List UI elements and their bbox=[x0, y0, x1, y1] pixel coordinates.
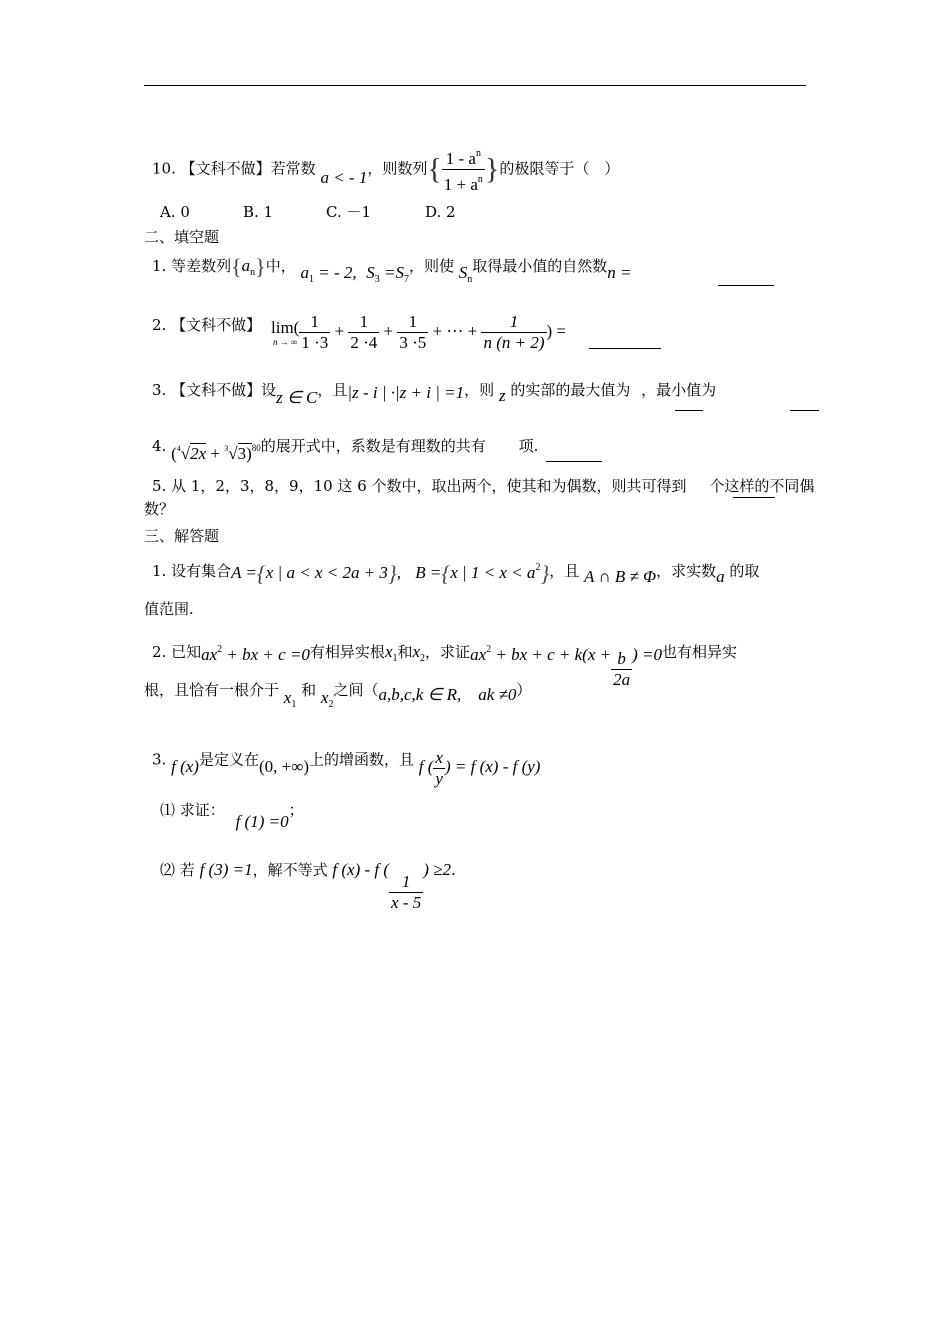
s3-q1-setB-exp: 2 bbox=[535, 562, 541, 573]
s2-q1-text-b: 中， bbox=[265, 257, 296, 275]
s3-q2-eq2-exp: 2 bbox=[486, 644, 492, 655]
s3-q2-x1-sub: 1 bbox=[392, 653, 398, 664]
s2-q3-max-blank[interactable] bbox=[675, 392, 703, 411]
s3-q1-setA-body: x | a < x < 2a + 3 bbox=[265, 563, 388, 582]
s3-q2-text-f: 之间（ bbox=[333, 681, 379, 699]
s3-q3-interval: (0, +∞) bbox=[258, 757, 309, 777]
q10-choice-b: B. 1 bbox=[243, 203, 274, 221]
header-rule bbox=[144, 85, 806, 86]
section2-title: 二、填空题 bbox=[144, 228, 220, 246]
s3-q2-eq2 bbox=[470, 644, 662, 689]
s2-q2-frac1 bbox=[299, 312, 330, 353]
q10-rbrace: } bbox=[484, 152, 500, 186]
q10-number: 10. bbox=[152, 159, 176, 178]
s2-q4-root4-index: 4 bbox=[176, 444, 181, 453]
s2-q1-s7: S bbox=[395, 263, 404, 282]
s3-q3-p2-frac-num: 1 bbox=[401, 872, 411, 891]
s2-q2-answer-blank[interactable] bbox=[589, 330, 661, 349]
q10-text-b: ，则数列 bbox=[367, 159, 428, 178]
s3-q2-cond: a,b,c,k ∈ R, ak ≠0 bbox=[378, 685, 517, 704]
s3-q1-setB bbox=[415, 561, 550, 587]
s3-q3-frac-den: y bbox=[435, 769, 443, 788]
q10-tag: 【文科不做】 bbox=[180, 159, 271, 178]
s3-q2-eq2-tail: ) =0 bbox=[632, 645, 662, 664]
s3-q2-x2b bbox=[320, 688, 334, 710]
s3-q1-a: a bbox=[716, 567, 725, 586]
s2-q2-tail: ) = bbox=[546, 321, 567, 341]
s3-q3-p2-frac-den: x - 5 bbox=[391, 893, 422, 912]
q10-text-a: 若常数 bbox=[270, 159, 316, 178]
s2-q4-line bbox=[152, 430, 539, 463]
s2-q1-seq-letter: a bbox=[241, 256, 251, 275]
s2-q1-a1-sub: 1 bbox=[309, 274, 315, 285]
s3-q2-frac bbox=[611, 649, 632, 690]
s3-q2-x2b-sub: 2 bbox=[328, 699, 334, 710]
s2-q5-text-b: 个这样的不同偶 bbox=[709, 477, 815, 495]
s3-q2-x1-letter: x bbox=[384, 642, 393, 661]
s3-q2-text-b: 有相异实根 bbox=[309, 643, 385, 661]
s2-q1-s7-sub: 7 bbox=[403, 274, 409, 285]
s3-q2-text-e: 根，且恰有一根介于 bbox=[144, 681, 280, 699]
s3-q1-setB-body: x | 1 < x < a bbox=[450, 563, 536, 582]
q10-text-c: 的极限等于（ ） bbox=[499, 159, 620, 178]
s2-q1-sn-sub: n bbox=[467, 274, 473, 285]
s2-q2-f1-num: 1 bbox=[310, 312, 320, 331]
s2-q3-min-blank[interactable] bbox=[790, 392, 819, 411]
s2-q3-tag: 【文科不做】 bbox=[171, 381, 262, 399]
s3-q1-setA-lhs: A = bbox=[231, 563, 257, 582]
s2-q1-a1-val: = - 2, bbox=[318, 263, 357, 282]
s2-q5-text-a: 从 1，2，3，8，9，10 这 6 个数中，取出两个，使其和为偶数，则共可得到 bbox=[171, 477, 687, 495]
s2-q1-text-d: 取得最小值的自然数 bbox=[472, 257, 608, 275]
s2-q5-number: 5. bbox=[152, 477, 167, 495]
s2-q4-root3-body: 3) bbox=[237, 444, 252, 463]
s2-q4-text-b: 项. bbox=[518, 437, 539, 455]
s3-q2-frac-den: 2a bbox=[613, 670, 631, 689]
s2-q5-cont: 数？ bbox=[144, 500, 175, 518]
s2-q1-sn bbox=[458, 263, 473, 285]
s2-q1-text-c: ，则使 bbox=[408, 257, 454, 275]
s3-q1-cond: A ∩ B ≠ Φ bbox=[584, 567, 657, 586]
s3-q1-text-a: 设有集合 bbox=[171, 562, 232, 580]
s3-q2-eq2-lead: ax bbox=[470, 645, 487, 664]
s2-q3-text-c: ，则 bbox=[464, 381, 495, 399]
s3-q2-number: 2. bbox=[152, 643, 167, 661]
s2-q2-f3-den: 3 ·5 bbox=[399, 333, 427, 352]
s2-q1-rbrace: } bbox=[255, 254, 266, 279]
s2-q2-f2-num: 1 bbox=[359, 312, 369, 331]
q10-num: 1 - a bbox=[445, 149, 476, 168]
s2-q3-zc: z ∈ C bbox=[276, 388, 318, 407]
section3-title: 三、解答题 bbox=[144, 527, 220, 545]
s3-q2-x2b-letter: x bbox=[320, 688, 329, 707]
s3-q2-frac-num: b bbox=[617, 649, 626, 668]
s2-q1-seq-sub: n bbox=[250, 267, 256, 278]
s2-q3-z: z bbox=[498, 386, 506, 405]
s2-q2-f4-den: n (n + 2) bbox=[483, 333, 545, 352]
s3-q3-number: 3. bbox=[152, 750, 167, 769]
s3-q1-setB-lbrace: { bbox=[441, 561, 451, 587]
s2-q1-answer-blank[interactable] bbox=[718, 267, 774, 286]
s3-q1-setA-rbrace: } bbox=[387, 561, 397, 587]
q10-den-exp: n bbox=[477, 174, 483, 185]
s2-q1-s3: S bbox=[366, 263, 375, 282]
s2-q2-frac4 bbox=[481, 312, 546, 353]
s2-q4-number: 4. bbox=[152, 437, 167, 455]
s2-q2-tag: 【文科不做】 bbox=[171, 316, 262, 334]
s2-q4-plus: + bbox=[210, 444, 220, 463]
q10-num-exp: n bbox=[475, 148, 481, 159]
s3-q2-close: ） bbox=[516, 681, 532, 699]
s2-q3-line bbox=[152, 380, 717, 407]
s2-q2-lim bbox=[271, 318, 299, 347]
s3-q1-setA bbox=[231, 561, 401, 587]
s2-q1-number: 1. bbox=[152, 257, 167, 275]
s2-q2-lim-sub: n → ∞ bbox=[272, 337, 298, 347]
s3-q3-eq bbox=[418, 748, 541, 788]
s3-q2-text-c: ，求证 bbox=[425, 643, 471, 661]
s3-q2-eq2-mid: + bx + c + k(x + bbox=[495, 645, 612, 664]
s3-q2-x1b bbox=[283, 688, 297, 710]
s3-q3-p2-cond: f (3) =1 bbox=[199, 860, 253, 879]
s2-q2-frac2 bbox=[348, 312, 379, 353]
q10-den: 1 + a bbox=[443, 175, 478, 194]
s3-q2-eq1-lead: ax bbox=[201, 645, 218, 664]
s2-q2-expr: lim( n → ∞ $\frac{1}{1 \cdot 3}$ + $\frac{1}{2 \cdot 4}$ + $\frac{1}{3 \cdot 5}$ + ··· + $\frac{1}{n (n + 2)}$ ) = bbox=[271, 312, 567, 352]
s3-q2-eq1-rest: + bx + c =0 bbox=[226, 645, 310, 664]
s3-q1-line bbox=[152, 556, 760, 587]
s3-q3-fx: f (x) bbox=[171, 757, 199, 777]
s3-q3-p2-text: ，解不等式 bbox=[252, 861, 328, 879]
s3-q2-x2-letter: x bbox=[412, 642, 421, 661]
s2-q2-number: 2. bbox=[152, 316, 167, 334]
q10-choice-d: D. 2 bbox=[425, 203, 456, 221]
s2-q1-a1-letter: a bbox=[300, 263, 310, 282]
s2-q1-text-a: 等差数列 bbox=[171, 257, 232, 275]
s3-q3-p2-frac bbox=[389, 872, 423, 913]
s3-q3-p2-expr-a: f (x) - f ( bbox=[332, 860, 390, 879]
s2-q1-lbrace: { bbox=[231, 254, 242, 279]
s3-q1-number: 1. bbox=[152, 562, 167, 580]
s2-q4-open: ( bbox=[171, 444, 177, 463]
s2-q3-text-a: 设 bbox=[261, 381, 277, 399]
s2-q4-expr: $(^4√2x + ^3√3)^{80}$ bbox=[171, 443, 261, 463]
s2-q1-seq bbox=[241, 256, 256, 278]
s2-q1-s3s7 bbox=[366, 263, 409, 285]
s3-q2-x1b-letter: x bbox=[283, 688, 292, 707]
s3-q1-setB-lhs: B = bbox=[415, 563, 442, 582]
s2-q5-answer-blank[interactable] bbox=[733, 479, 775, 498]
s2-q2-lim-word: lim( bbox=[271, 318, 300, 337]
s3-q2-text-a: 已知 bbox=[171, 643, 202, 661]
s3-q3-p2-expr bbox=[332, 860, 451, 912]
s2-q2-dots: + ··· + bbox=[432, 321, 478, 341]
s3-q1-text-d: 的取 bbox=[729, 562, 760, 580]
s2-q1-s3-sub: 3 bbox=[374, 274, 380, 285]
s3-q3-p1-end: ； bbox=[288, 801, 304, 819]
s2-q2-f1-den: 1 ·3 bbox=[301, 333, 329, 352]
s2-q2-f2-den: 2 ·4 bbox=[350, 333, 378, 352]
q10-cond: a < - 1 bbox=[320, 167, 368, 187]
s2-q2-f4-num: 1 bbox=[509, 312, 519, 331]
s3-q2-eq1 bbox=[201, 645, 310, 664]
s2-q1-a1 bbox=[300, 263, 357, 285]
s3-q3-line bbox=[152, 740, 541, 788]
s2-q3-text-b: ，且 bbox=[317, 381, 348, 399]
s2-q4-root4-body: 2x bbox=[190, 444, 207, 463]
s3-q3-p1-expr: f (1) =0 bbox=[235, 812, 289, 831]
q10-line bbox=[152, 144, 619, 195]
s3-q1-text-b: ，且 bbox=[549, 562, 580, 580]
s2-q3-text-e: ，最小值为 bbox=[641, 381, 717, 399]
s3-q1-cont: 值范围. bbox=[144, 600, 194, 618]
s2-q2-f3-num: 1 bbox=[408, 312, 418, 331]
s3-q3-frac-num: x bbox=[435, 748, 443, 767]
s3-q1-comma: , bbox=[396, 563, 401, 582]
s3-q3-p2-expr-b: ) ≥2 bbox=[423, 860, 451, 879]
q10-choice-a: A. 0 bbox=[160, 203, 190, 221]
s2-q4-root3-index: 3 bbox=[224, 444, 229, 453]
s3-q2-and-b: 和 bbox=[301, 681, 317, 699]
s3-q1-setA-lbrace: { bbox=[256, 561, 266, 587]
s2-q3-text-d: 的实部的最大值为 bbox=[510, 381, 631, 399]
s3-q3-eq-lhs: f ( bbox=[418, 757, 434, 777]
s2-q3-number: 3. bbox=[152, 381, 167, 399]
s3-q3-p1 bbox=[160, 800, 304, 831]
s3-q3-eq-rhs: ) = f (x) - f (y) bbox=[444, 757, 541, 777]
s3-q3-p2-label: ⑵ 若 bbox=[160, 861, 195, 879]
s3-q3-p1-label: ⑴ 求证： bbox=[160, 801, 225, 819]
s3-q3-p2 bbox=[160, 860, 456, 913]
s2-q3-expr: |z - i | ·|z + i | =1 bbox=[347, 383, 465, 402]
q10-lbrace: { bbox=[427, 152, 442, 186]
q10-seq-frac bbox=[442, 144, 485, 195]
q10-choice-c: C. －1 bbox=[326, 203, 372, 221]
s3-q1-setB-rbrace: } bbox=[540, 561, 550, 587]
s2-q1-n-eq: n = bbox=[607, 263, 632, 282]
s2-q2-frac3 bbox=[397, 312, 428, 353]
s3-q2-and: 和 bbox=[397, 643, 413, 661]
s2-q4-answer-blank[interactable] bbox=[546, 443, 602, 462]
s2-q4-power: 80 bbox=[251, 443, 261, 453]
s2-q2-line bbox=[152, 315, 261, 335]
s2-q5-line bbox=[152, 476, 814, 496]
s2-q1-eq: = bbox=[383, 263, 396, 282]
s3-q3-frac bbox=[433, 748, 445, 789]
s3-q3-p2-end: . bbox=[451, 861, 456, 879]
s3-q2-eq1-exp: 2 bbox=[217, 644, 223, 655]
s3-q2-x2 bbox=[412, 642, 426, 664]
s2-q4-text-a: 的展开式中，系数是有理数的共有 bbox=[260, 437, 486, 455]
s2-q1-line bbox=[152, 256, 632, 283]
s3-q2-x1b-sub: 1 bbox=[291, 699, 297, 710]
s3-q1-text-c: ，求实数 bbox=[656, 562, 717, 580]
s3-q3-text-a: 是定义在 bbox=[198, 750, 259, 769]
s2-q1-sn-letter: S bbox=[458, 263, 468, 282]
s3-q2-text-d: 也有相异实 bbox=[661, 643, 737, 661]
s3-q3-text-b: 上的增函数，且 bbox=[308, 750, 414, 769]
s3-q2-x2-sub: 2 bbox=[420, 653, 426, 664]
s3-q2-cont bbox=[144, 680, 532, 710]
s3-q2-x1 bbox=[384, 642, 398, 664]
